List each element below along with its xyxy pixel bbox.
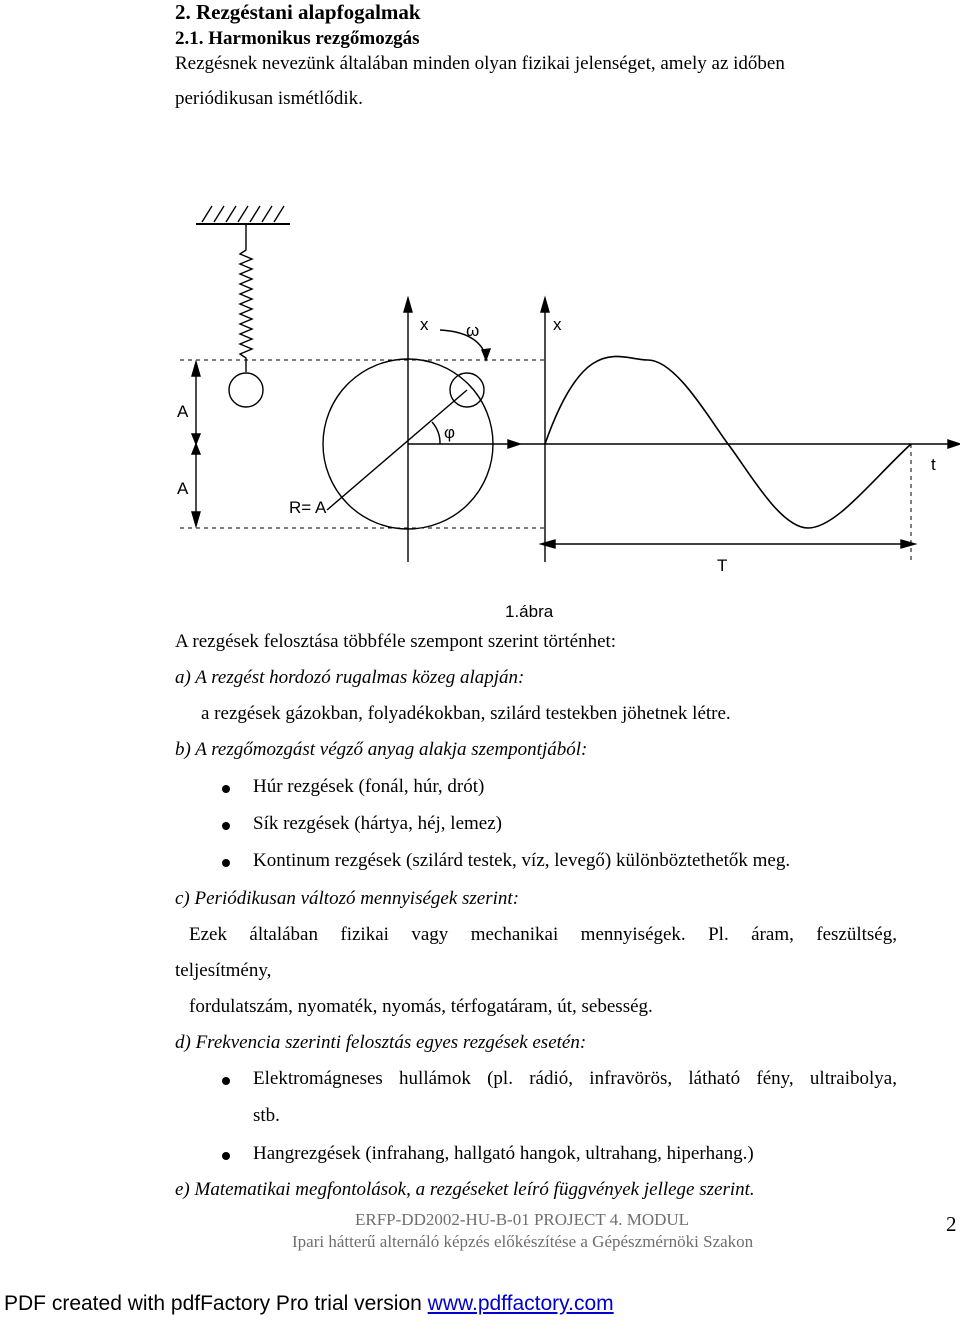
section-a-title: a) A rezgést hordozó rugalmas közeg alapján:: [175, 667, 525, 688]
list-item: Hangrezgések (infrahang, hallgató hangok, ultrahang, hiperhang.): [253, 1143, 754, 1164]
label-period: T: [717, 556, 728, 575]
bullet-dot: [222, 859, 230, 867]
label-amplitude-upper: A: [177, 402, 189, 421]
label-omega: ω: [466, 321, 480, 340]
label-x-right: x: [553, 315, 562, 334]
bullet-dot: [222, 1077, 230, 1085]
list-item: Húr rezgések (fonál, húr, drót): [253, 776, 485, 797]
subsection-title: 2.1. Harmonikus rezgőmozgás: [175, 28, 420, 49]
classification-intro: A rezgések felosztása többféle szempont szerint történhet:: [175, 631, 617, 652]
spring: [240, 224, 252, 372]
list-item: Elektromágneses hullámok (pl. rádió, infravörös, látható fény, ultraibolya,: [253, 1068, 897, 1089]
section-c-line-2: teljesítmény,: [175, 960, 272, 981]
sine-wave: [545, 356, 911, 528]
section-d-title: d) Frekvencia szerinti felosztás egyes rezgések esetén:: [175, 1032, 587, 1053]
label-x-left: x: [420, 315, 429, 334]
bullet-dot: [222, 785, 230, 793]
pdffactory-link[interactable]: www.pdffactory.com: [427, 1292, 614, 1315]
label-radius: R= A: [289, 498, 327, 517]
footer-project: ERFP-DD2002-HU-B-01 PROJECT 4. MODUL: [355, 1210, 690, 1229]
intro-line-1: Rezgésnek nevezünk általában minden olyan fizikai jelenséget, amely az időben: [175, 53, 785, 74]
pdf-banner: [4, 1292, 614, 1316]
section-b-title: b) A rezgőmozgást végző anyag alakja szempontjából:: [175, 739, 588, 760]
label-phi: φ: [444, 423, 456, 442]
bullet-dot: [222, 1152, 230, 1160]
list-item-continuation: stb.: [253, 1105, 280, 1126]
list-item: Kontinum rezgések (szilárd testek, víz, levegő) különböztethetők meg.: [253, 850, 791, 871]
ceiling-hatch: [196, 206, 290, 224]
intro-line-2: periódikusan ismétlődik.: [175, 88, 363, 109]
section-e-title: e) Matematikai megfontolások, a rezgéseket leíró függvények jellege szerint.: [175, 1179, 755, 1200]
section-title: 2. Rezgéstani alapfogalmak: [175, 0, 421, 24]
section-c-line-1: Ezek általában fizikai vagy mechanikai mennyiségek. Pl. áram, feszültség,: [189, 924, 897, 945]
bullet-dot: [222, 822, 230, 830]
page-number: 2: [946, 1212, 957, 1236]
list-item: Sík rezgések (hártya, héj, lemez): [253, 813, 502, 834]
figure-caption: 1.ábra: [505, 602, 554, 621]
label-t-axis: t: [931, 455, 936, 474]
label-amplitude-lower: A: [177, 479, 189, 498]
section-c-title: c) Periódikusan változó mennyiségek szerint:: [175, 888, 520, 909]
harmonic-oscillation-figure: [0, 0, 960, 630]
section-a-text: a rezgések gázokban, folyadékokban, szilárd testekben jöhetnek létre.: [201, 703, 731, 724]
section-c-line-3: fordulatszám, nyomaték, nyomás, térfogatáram, út, sebesség.: [189, 996, 653, 1017]
pdf-banner-text: PDF created with pdfFactory Pro trial version: [4, 1292, 428, 1315]
mass-circle: [229, 373, 263, 407]
footer-subtitle: Ipari hátterű alternáló képzés előkészítése a Gépészmérnöki Szakon: [292, 1232, 754, 1251]
